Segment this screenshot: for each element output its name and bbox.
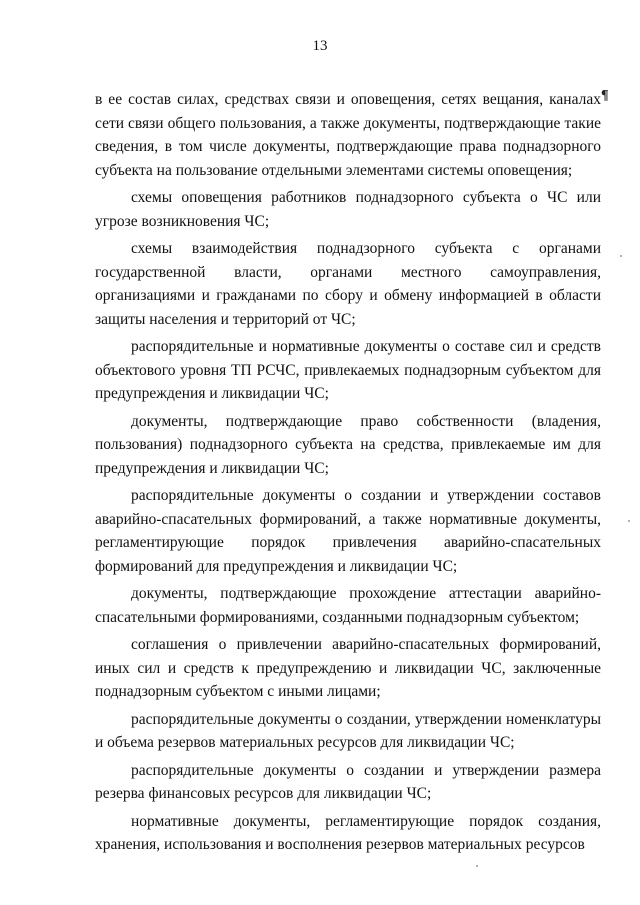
page-number: 13 bbox=[312, 38, 328, 54]
paragraph: в ее состав силах, средствах связи и оповещения, сетях вещания, каналах сети связи общего пользования, а также документы, подтверждающие такие сведения, в том числе документы, подтверждающие права поднадзорного субъекта на пользование отдельными элементами системы оповещения; bbox=[95, 91, 601, 179]
document-body bbox=[95, 88, 601, 861]
paragraph: документы, подтверждающие прохождение аттестации аварийно-спасательными формированиями, созданными поднадзорным субъектом; bbox=[95, 585, 601, 626]
paragraph: документы, подтверждающие право собственности (владения, пользования) поднадзорного субъекта на средства, привлекаемые им для предупреждения и ликвидации ЧС; bbox=[95, 412, 601, 477]
corner-mark: ¶ bbox=[601, 88, 609, 103]
scan-speck bbox=[620, 255, 622, 257]
paragraph: распорядительные и нормативные документы о составе сил и средств объектового уровня ТП РСЧС, привлекаемых поднадзорным субъектом для предупреждения и ликвидации ЧС; bbox=[95, 338, 601, 402]
paragraph: нормативные документы, регламентирующие порядок создания, хранения, использования и восполнения резервов материальных ресурсов bbox=[95, 812, 601, 853]
paragraph: схемы взаимодействия поднадзорного субъекта с органами государственной власти, органами местного самоуправления, организациями и гражданами по сбору и обмену информацией в области защиты населения и территорий от ЧС; bbox=[95, 240, 601, 328]
paragraph: распорядительные документы о создании и утверждении размера резерва финансовых ресурсов для ликвидации ЧС; bbox=[95, 761, 601, 802]
paragraph: распорядительные документы о создании и утверждении составов аварийно-спасательных формирований, а также нормативные документы, регламентирующие порядок привлечения аварийно-спасательных формирований для предупреждения и ликвидации ЧС; bbox=[95, 487, 601, 575]
scan-speck bbox=[628, 520, 630, 522]
paragraph: распорядительные документы о создании, утверждении номенклатуры и объема резервов материальных ресурсов для ликвидации ЧС; bbox=[95, 710, 601, 751]
paragraph: схемы оповещения работников поднадзорного субъекта о ЧС или угрозе возникновения ЧС; bbox=[95, 189, 601, 230]
scan-speck bbox=[476, 865, 478, 867]
paragraph: соглашения о привлечении аварийно-спасательных формирований, иных сил и средств к предупреждению и ликвидации ЧС, заключенные поднадзорным субъектом с иными лицами; bbox=[95, 636, 601, 700]
